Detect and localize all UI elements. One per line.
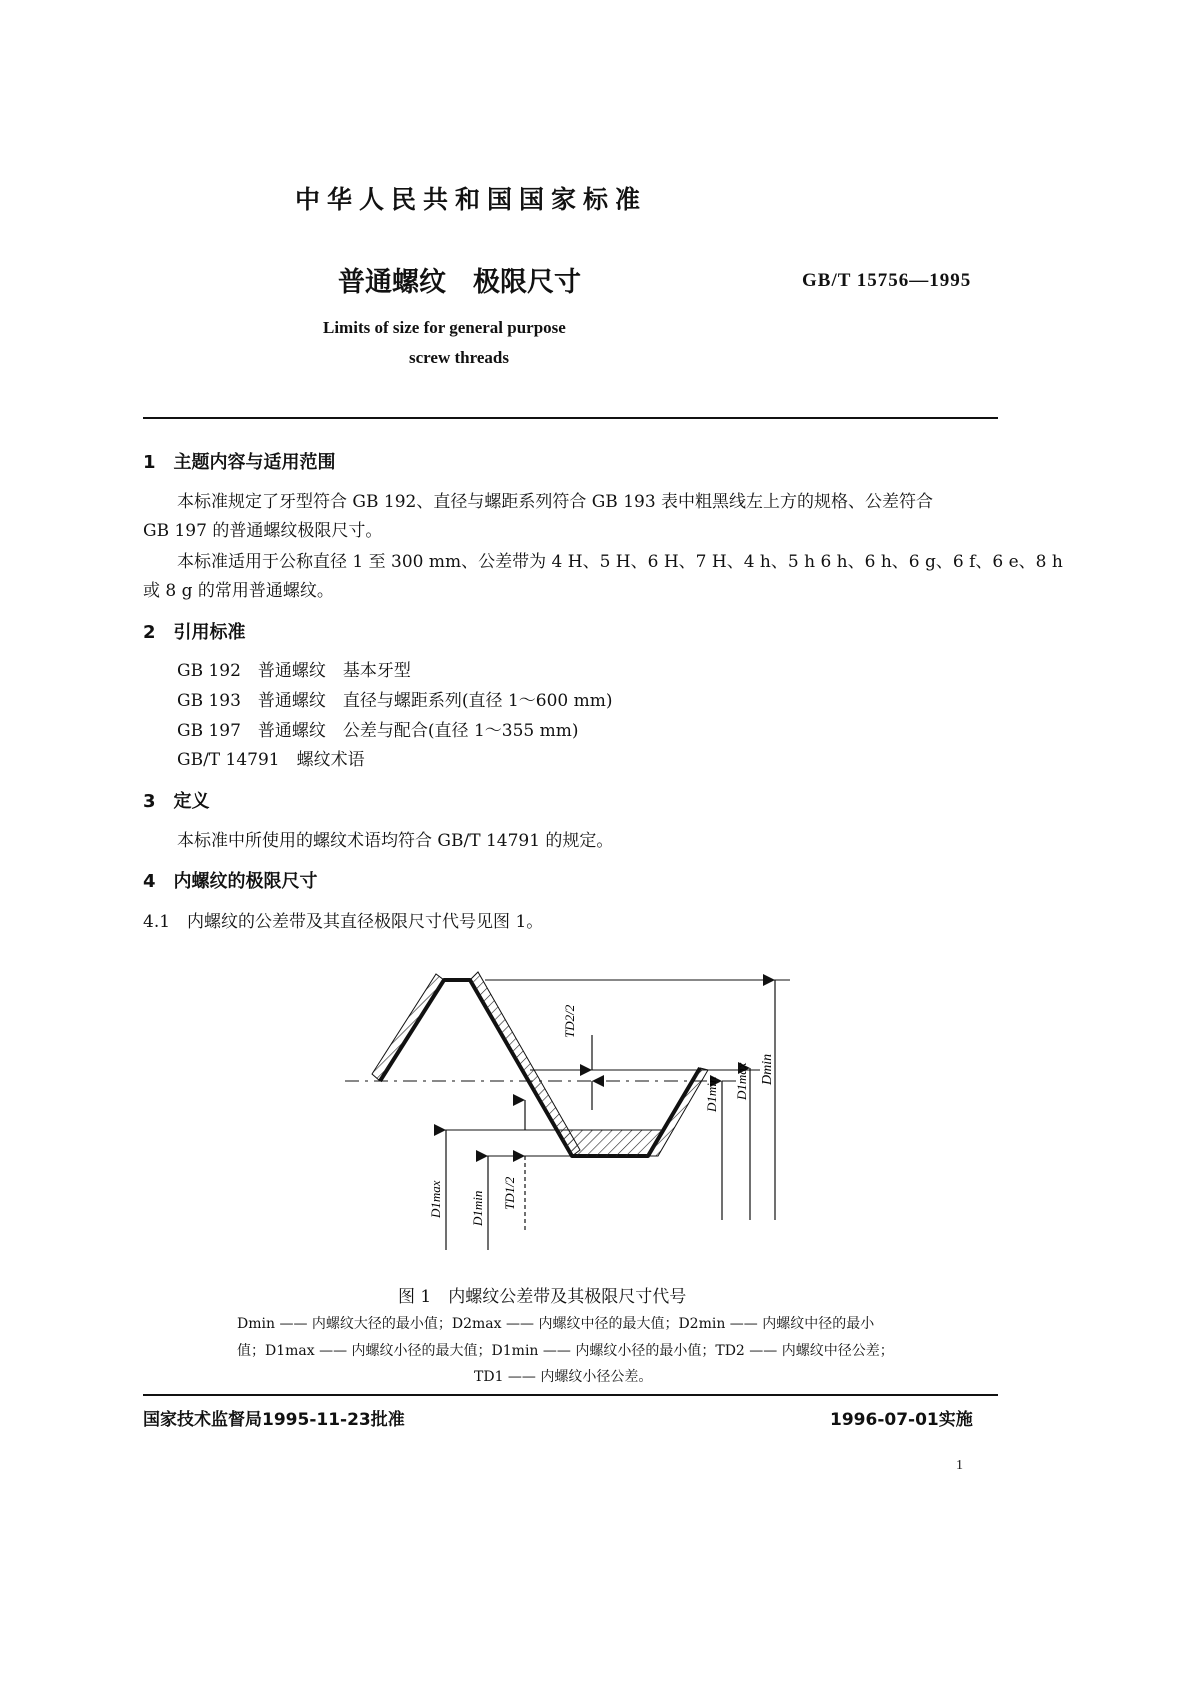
label-td1: TD1/2 xyxy=(502,1176,517,1210)
reference-item: GB 193 普通螺纹 直径与螺距系列(直径 1～600 mm) xyxy=(177,691,613,711)
national-standard-heading: 中华人民共和国国家标准 xyxy=(295,185,648,214)
standard-title-en-1: Limits of size for general purpose xyxy=(323,318,566,337)
figure-caption: 图 1 内螺纹公差带及其极限尺寸代号 xyxy=(398,1287,687,1307)
label-d1max-right: D1max xyxy=(734,1062,749,1100)
section-4-title: 4 内螺纹的极限尺寸 xyxy=(143,871,318,892)
label-dmin: Dmin xyxy=(760,1053,775,1085)
header-rule xyxy=(143,417,998,419)
reference-item: GB 197 普通螺纹 公差与配合(直径 1～355 mm) xyxy=(177,721,579,741)
standard-title-cn: 普通螺纹 极限尺寸 xyxy=(338,267,581,298)
approval-text: 国家技术监督局1995-11-23批准 xyxy=(143,1410,405,1430)
section-1-paragraph-2b: 或 8 g 的常用普通螺纹。 xyxy=(143,581,334,601)
label-d1min-left: D1min xyxy=(470,1190,485,1226)
page-number: 1 xyxy=(956,1458,963,1473)
label-d1min-right: D1min xyxy=(704,1076,719,1112)
effective-date: 1996-07-01实施 xyxy=(830,1410,973,1430)
reference-item: GB/T 14791 螺纹术语 xyxy=(177,750,365,770)
section-1-title: 1 主题内容与适用范围 xyxy=(143,452,336,473)
section-4-1-text: 4.1 内螺纹的公差带及其直径极限尺寸代号见图 1。 xyxy=(143,912,544,932)
reference-item: GB 192 普通螺纹 基本牙型 xyxy=(177,661,411,681)
section-3-paragraph: 本标准中所使用的螺纹术语均符合 GB/T 14791 的规定。 xyxy=(177,831,614,851)
label-d1max-left: D1max xyxy=(428,1180,443,1218)
figure-legend-line-2: 值；D1max —— 内螺纹小径的最大值；D1min —— 内螺纹小径的最小值；TD2 —— 内螺纹中径公差； xyxy=(237,1343,894,1359)
label-td2: TD2/2 xyxy=(562,1004,577,1038)
section-1-paragraph-1b: GB 197 的普通螺纹极限尺寸。 xyxy=(143,521,383,541)
figure-legend-line-1: Dmin —— 内螺纹大径的最小值；D2max —— 内螺纹中径的最大值；D2min —— 内螺纹中径的最小 xyxy=(237,1316,875,1332)
footer-rule xyxy=(143,1394,998,1396)
section-3-title: 3 定义 xyxy=(143,791,210,812)
figure-legend-line-3: TD1 —— 内螺纹小径公差。 xyxy=(474,1369,653,1385)
section-1-paragraph-1a: 本标准规定了牙型符合 GB 192、直径与螺距系列符合 GB 193 表中粗黑线左上方的规格、公差符合 xyxy=(177,492,934,512)
standard-code: GB/T 15756—1995 xyxy=(802,270,972,291)
section-2-title: 2 引用标准 xyxy=(143,622,246,643)
section-1-paragraph-2a: 本标准适用于公称直径 1 至 300 mm、公差带为 4 H、5 H、6 H、7 H、4 h、5 h 6 h、6 h、6 g、6 f、6 e、8 h xyxy=(177,552,1063,572)
standard-title-en-2: screw threads xyxy=(409,348,509,367)
thread-tolerance-diagram xyxy=(0,950,1191,1280)
